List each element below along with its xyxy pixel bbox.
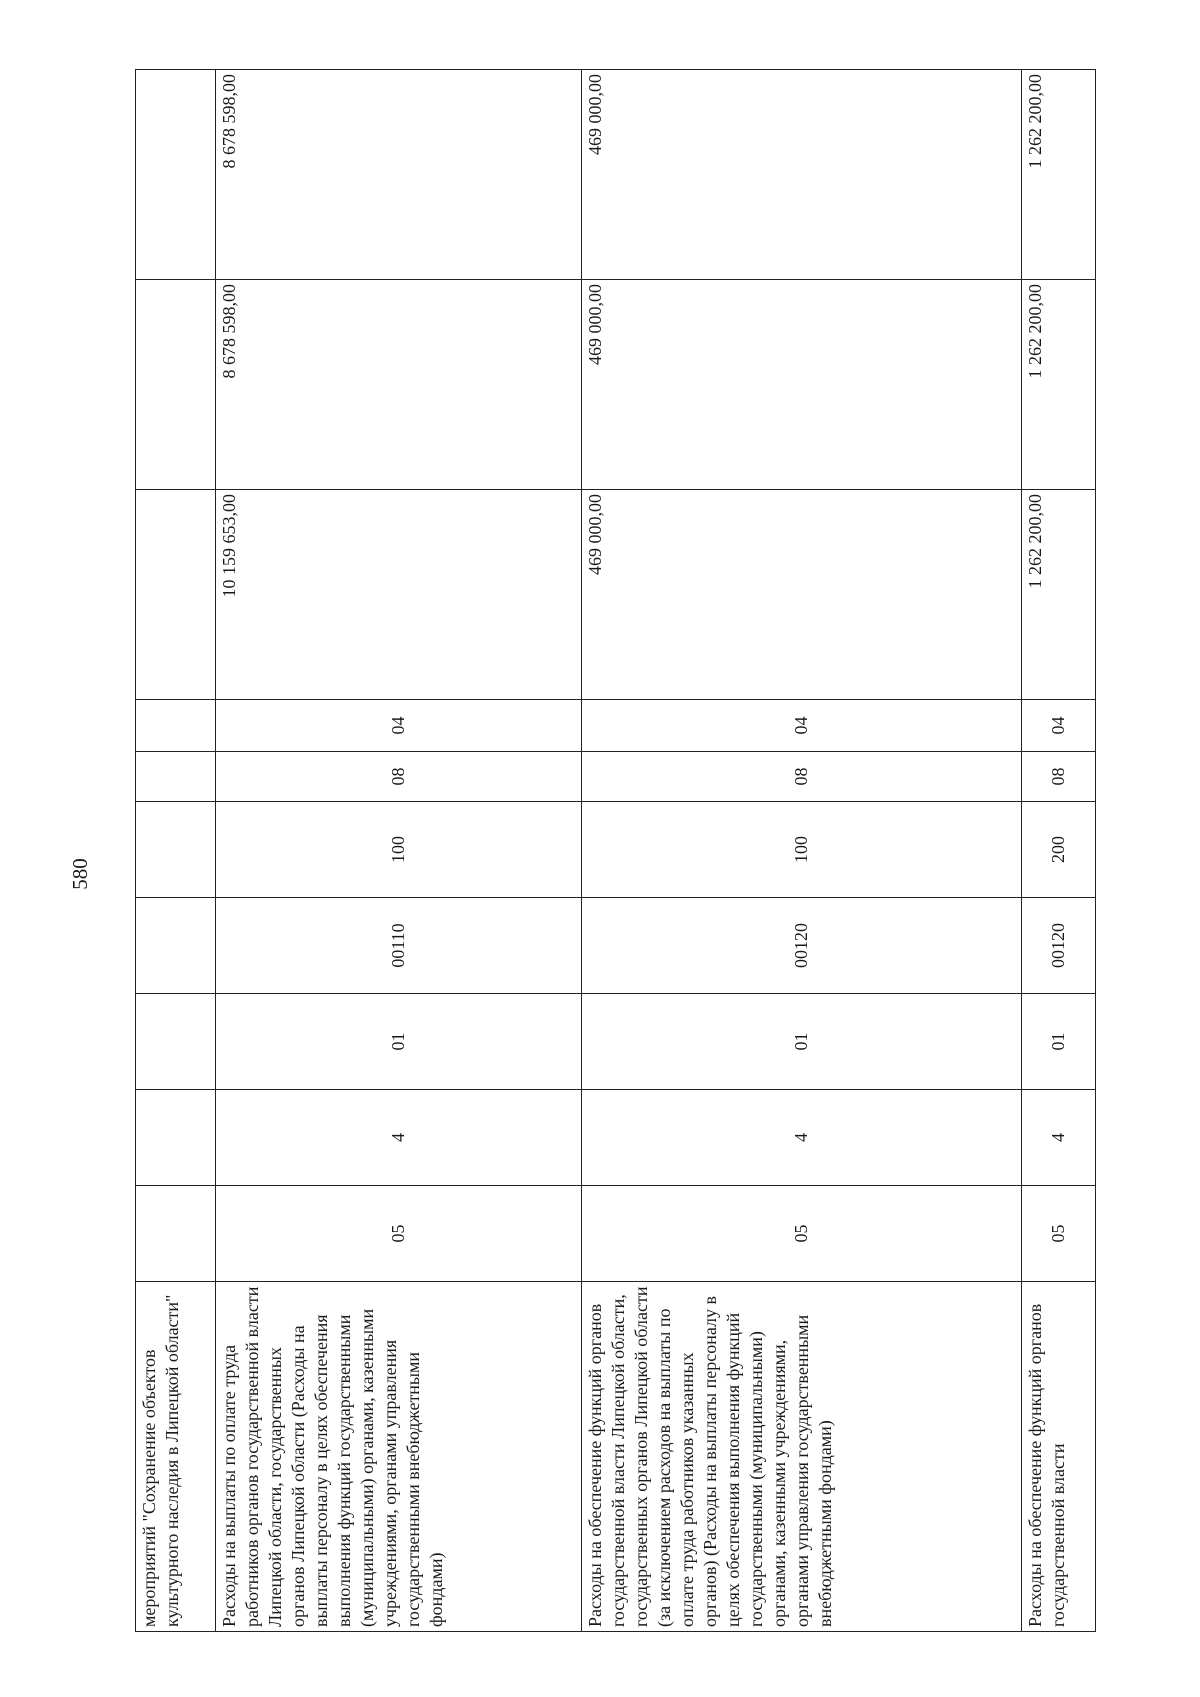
code-cell: 100 (216, 802, 582, 898)
budget-table (135, 69, 1096, 1632)
code-cell: 04 (216, 700, 582, 752)
code-cell: 4 (582, 1090, 1022, 1186)
page-number: 580 (68, 858, 92, 890)
amount-cell: 1 262 200,00 (1022, 70, 1096, 280)
table-row (136, 70, 216, 1632)
code-cell: 01 (1022, 994, 1096, 1090)
table-row (1022, 70, 1096, 1632)
code-cell: 00110 (216, 898, 582, 994)
amount-cell: 8 678 598,00 (216, 70, 582, 280)
code-cell (136, 802, 216, 898)
amount-cell (136, 280, 216, 490)
code-cell: 100 (582, 802, 1022, 898)
row-description: Расходы на выплаты по оплате труда работников органов государственной власти Липецкой области, государственных органов Липецкой области (Расходы на выплаты персоналу в целях обеспечения выполнения функций государственными (муниципальными) органами, казенными учреждениями, органами управления государственными внебюджетными фондами) (216, 1282, 582, 1632)
code-cell: 01 (216, 994, 582, 1090)
code-cell (136, 1186, 216, 1282)
amount-cell: 10 159 653,00 (216, 490, 582, 700)
code-cell: 200 (1022, 802, 1096, 898)
amount-cell: 469 000,00 (582, 70, 1022, 280)
amount-cell (136, 490, 216, 700)
code-cell: 05 (582, 1186, 1022, 1282)
code-cell (136, 898, 216, 994)
amount-cell: 469 000,00 (582, 280, 1022, 490)
code-cell: 01 (582, 994, 1022, 1090)
code-cell: 04 (582, 700, 1022, 752)
code-cell: 04 (1022, 700, 1096, 752)
code-cell (136, 752, 216, 802)
amount-cell: 469 000,00 (582, 490, 1022, 700)
row-description: мероприятий "Сохранение объектов культурного наследия в Липецкой области" (136, 1282, 216, 1632)
code-cell (136, 1090, 216, 1186)
code-cell: 4 (216, 1090, 582, 1186)
row-description: Расходы на обеспечение функций органов государственной власти (1022, 1282, 1096, 1632)
code-cell: 08 (582, 752, 1022, 802)
code-cell (136, 994, 216, 1090)
table-row (216, 70, 582, 1632)
code-cell: 4 (1022, 1090, 1096, 1186)
code-cell: 00120 (582, 898, 1022, 994)
table-row (582, 70, 1022, 1632)
amount-cell: 1 262 200,00 (1022, 280, 1096, 490)
budget-table-container (135, 70, 1095, 1632)
code-cell: 05 (216, 1186, 582, 1282)
amount-cell: 1 262 200,00 (1022, 490, 1096, 700)
code-cell (136, 700, 216, 752)
amount-cell: 8 678 598,00 (216, 280, 582, 490)
row-description: Расходы на обеспечение функций органов государственной власти Липецкой области, государственных органов Липецкой области (за исключением расходов на выплаты по оплате труда работников указанных органов) (Расходы на выплаты персоналу в целях обеспечения выполнения функций государственными (муниципальными) органами, казенными учреждениями, органами управления государственными внебюджетными фондами) (582, 1282, 1022, 1632)
code-cell: 05 (1022, 1186, 1096, 1282)
code-cell: 08 (1022, 752, 1096, 802)
code-cell: 08 (216, 752, 582, 802)
code-cell: 00120 (1022, 898, 1096, 994)
amount-cell (136, 70, 216, 280)
